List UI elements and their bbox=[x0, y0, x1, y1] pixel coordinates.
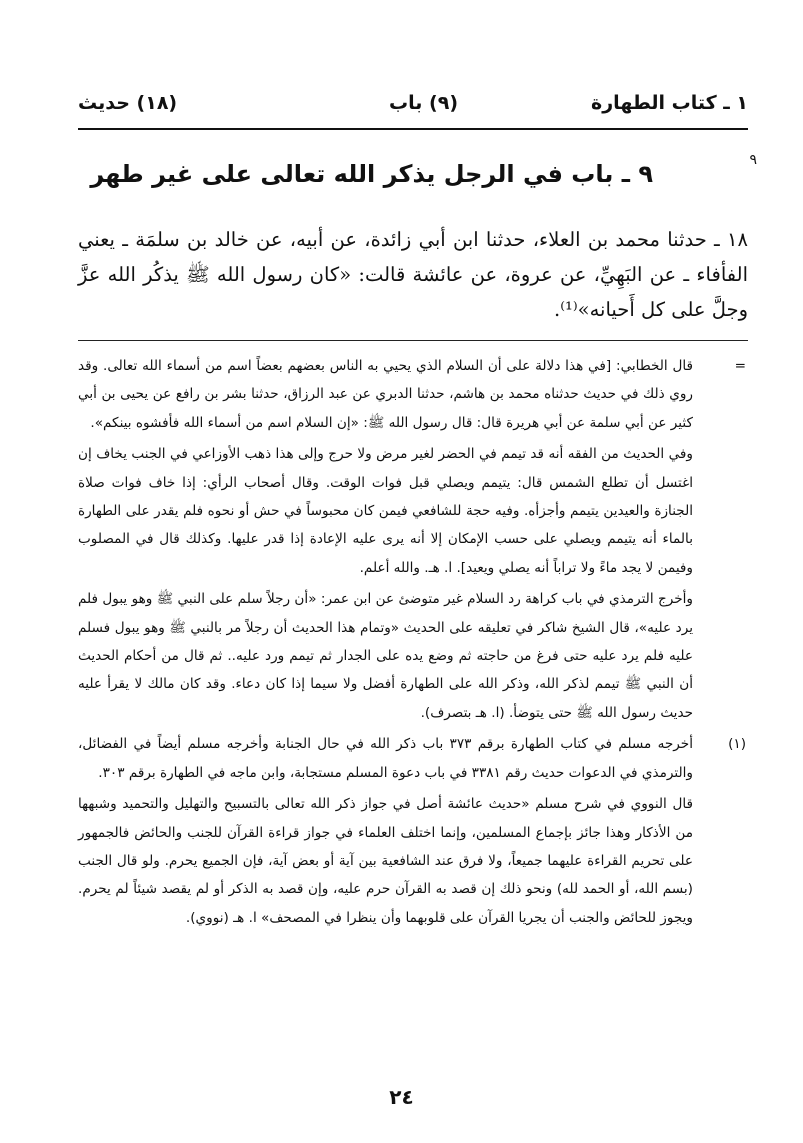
footnote-paragraph: وفي الحديث من الفقه أنه قد تيمم في الحضر لغير مرض ولا حرج وإلى هذا ذهب الأوزاعي في الجنب يخاف إن اغتسل أن تطلع الشمس قال: يتيمم ويصلي قبل فوات الوقت. وقال أصحاب الرأي: إذا خاف فوات صلاة الجنازة والعيدين يتيمم وأجزأه. وفيه حجة للشافعي فيمن كان محبوساً في حش أو نحوه فلم يقدر على الطهارة بالماء أنه يتيمم ويصلي على حسب الإمكان إلا أنه يرى عليه الإعادة إذا قدر عليها. وكذلك قال في المصلوب وفيمن لا يجد ماءً ولا تراباً أنه يصلي ويعيد]. ا. هـ. والله أعلم. bbox=[78, 446, 693, 576]
page-number: ٢٤ bbox=[389, 1085, 414, 1109]
hadith-text: ١٨ ـ حدثنا محمد بن العلاء، حدثنا ابن أبي زائدة، عن أبيه، عن خالد بن سلمَة ـ يعني الفأفاء ـ عن البَهِيِّ، عن عروة، عن عائشة قالت: «كان رسول الله ﷺ يذكُر الله عزَّ وجلَّ على كل أَحيانه»⁽¹⁾. bbox=[78, 228, 748, 321]
footnote-continued bbox=[78, 352, 748, 727]
header-chapter-number: (٩) باب bbox=[389, 92, 458, 114]
running-header bbox=[78, 88, 748, 122]
footnote-marker: = bbox=[734, 358, 746, 374]
header-divider bbox=[78, 128, 748, 130]
header-book-title: ١ ـ كتاب الطهارة bbox=[591, 92, 748, 114]
footnote-paragraph: أخرجه مسلم في كتاب الطهارة برقم ٣٧٣ باب ذكر الله في حال الجنابة وأخرجه مسلم أيضاً في الفضائل، والترمذي في الدعوات حديث رقم ٣٣٨١ في باب دعوة المسلم مستجابة، وابن ماجه في الطهارة برقم ٣٠٣. bbox=[78, 736, 693, 781]
header-hadith-number: (١٨) حديث bbox=[78, 92, 178, 114]
chapter-title: ٩ ـ باب في الرجل يذكر الله تعالى على غير طهر bbox=[90, 160, 653, 188]
footnote-1 bbox=[78, 730, 748, 932]
footnotes bbox=[78, 352, 748, 935]
footnote-paragraph: وأخرج الترمذي في باب كراهة رد السلام غير متوضئ عن ابن عمر: «أن رجلاً سلم على النبي ﷺ وهو يبول فلم يرد عليه»، قال الشيخ شاكر في تعليقه على الحديث «وتمام هذا الحديث أن رجلاً مر بالنبي ﷺ وهو يبول فسلم عليه فلم يرد عليه حتى فرغ من حاجته ثم وضع يده على الجدار ثم تيمم ورد عليه.. ثم قال من أحكام الحديث أن النبي ﷺ تيمم لذكر الله، وذكر الله على الطهارة أفضل ولا سيما إذا كان دعاء. وقد كان مالك لا يقرأ عليه حديث رسول الله ﷺ حتى يتوضأ. (ا. هـ بتصرف). bbox=[78, 591, 693, 721]
margin-chapter-number: ٩ bbox=[749, 152, 757, 168]
footnote-marker: (١) bbox=[728, 736, 746, 753]
footnote-paragraph: قال الخطابي: [في هذا دلالة على أن السلام الذي يحيي به الناس بعضهم بعضاً اسم من أسماء الله تعالى. وقد روي ذلك في حديث حدثناه محمد بن هاشم، حدثنا الدبري عن عبد الرزاق، حدثنا بشر بن رافع عن يحيى بن أبي كثير عن أبي سلمة عن أبي هريرة قال: قال رسول الله ﷺ: «إن السلام اسم من أسماء الله فأفشوه بينكم». bbox=[78, 358, 693, 431]
footnote-paragraph: قال النووي في شرح مسلم «حديث عائشة أصل في جواز ذكر الله تعالى بالتسبيح والتهليل والتحميد وشبهها من الأذكار وهذا جائز بإجماع المسلمين، وإنما اختلف العلماء في جواز قراءة القرآن للجنب والحائض فالجمهور على تحريم القراءة عليهما جميعاً، ولا فرق عند الشافعية بين آية أو بعض آية، فإن الجميع يحرم. ولو قال الجنب (بسم الله، أو الحمد لله) ونحو ذلك إن قصد به القرآن حرم عليه، وإن قصد به الذكر أو لم يقصد شيئاً لم يحرم. ويجوز للحائض والجنب أن يجريا القرآن على قلوبهما وأن ينظرا في المصحف» ا. هـ (نووي). bbox=[78, 796, 693, 926]
footnote-divider bbox=[78, 340, 748, 341]
